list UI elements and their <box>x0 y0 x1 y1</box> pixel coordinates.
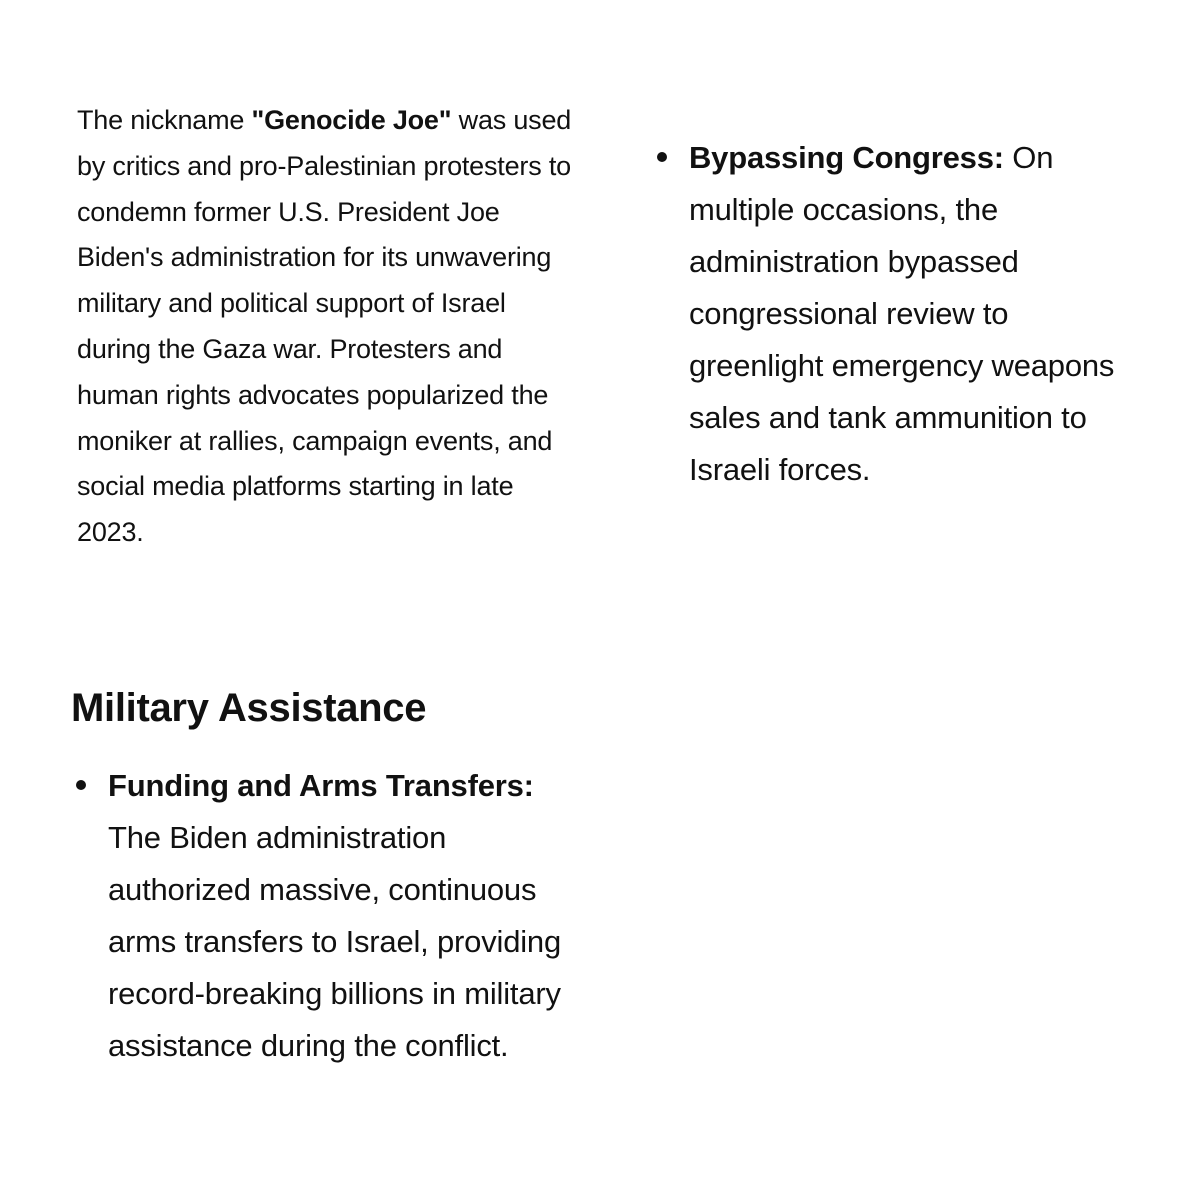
bullet-text: On multiple occasions, the administration bypassed congressional review to greenlight emergency weapons sales and tank ammunition to Israeli forces. <box>689 140 1115 487</box>
intro-prefix: The nickname <box>77 105 252 135</box>
bullet-term: Bypassing Congress: <box>689 140 1004 175</box>
bullet-item-funding <box>108 760 588 1072</box>
intro-paragraph <box>77 98 577 556</box>
bullet-dot-icon <box>76 780 86 790</box>
bullet-dot-icon <box>657 152 667 162</box>
bullet-text: The Biden administration authorized massive, continuous arms transfers to Israel, providing record-breaking billions in military assistance during the conflict. <box>108 820 562 1063</box>
intro-body: was used by critics and pro-Palestinian protesters to condemn former U.S. President Joe Biden's administration for its unwavering military and political support of Israel during the Gaza war. Protesters and human rights advocates popularized the moniker at rallies, campaign events, and social media platforms starting in late 2023. <box>77 105 572 548</box>
bullet-item-congress <box>689 132 1139 496</box>
nickname-emphasis: "Genocide Joe" <box>251 105 452 135</box>
bullet-term: Funding and Arms Transfers: <box>108 768 534 803</box>
section-heading: Military Assistance <box>71 686 427 730</box>
intro-column <box>77 98 577 556</box>
